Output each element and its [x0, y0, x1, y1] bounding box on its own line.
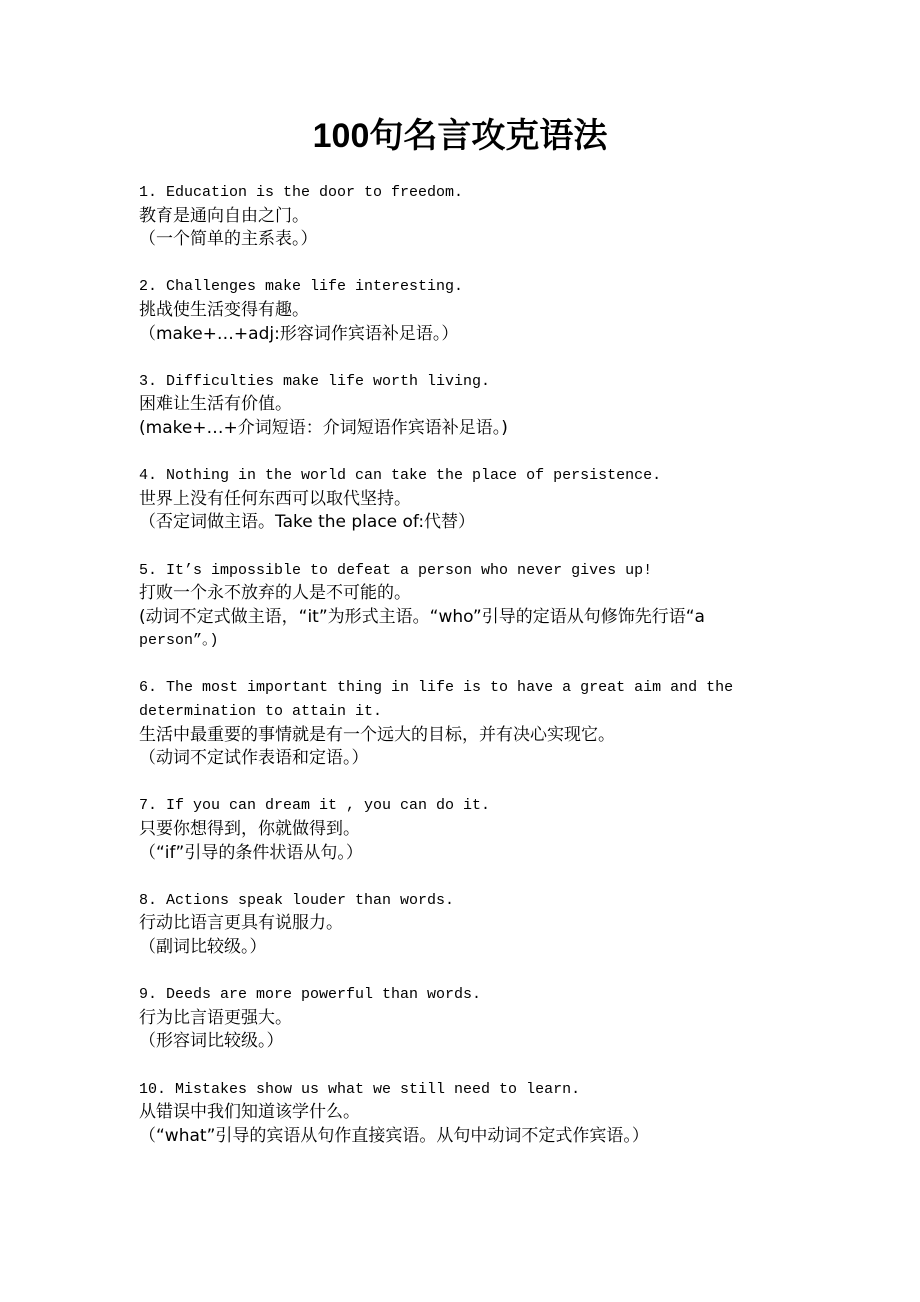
- quote-entry: [139, 464, 799, 535]
- quote-line: 7. If you can dream it , you can do it.: [139, 797, 491, 815]
- quote-line: 生活中最重要的事情就是有一个远大的目标，并有决心实现它。: [139, 724, 615, 745]
- quote-line: 8. Actions speak louder than words.: [139, 891, 455, 909]
- quote-line: 6. The most important thing in life is to have a great aim and the: [139, 679, 734, 697]
- quote-entry: [139, 676, 799, 770]
- quote-entry: [139, 181, 799, 252]
- quote-line: （动词不定试作表语和定语。）: [139, 748, 369, 769]
- quote-line: 5. It’s impossible to defeat a person who never gives up!: [139, 561, 653, 579]
- quote-line: 世界上没有任何东西可以取代坚持。: [139, 488, 411, 509]
- quote-entry: [139, 983, 799, 1054]
- quote-entry: [139, 370, 799, 441]
- quote-entry: [139, 794, 799, 865]
- quote-line: (make+…+介词短语：介词短语作宾语补足语。): [139, 417, 508, 438]
- quote-line: （否定词做主语。Take the place of:代替）: [139, 512, 476, 533]
- quote-entry: [139, 889, 799, 960]
- quote-line: 挑战使生活变得有趣。: [139, 299, 309, 320]
- quote-line: 4. Nothing in the world can take the place of persistence.: [139, 467, 662, 485]
- quote-line: person”。): [139, 632, 219, 650]
- quote-line: 3. Difficulties make life worth living.: [139, 372, 491, 390]
- quote-line: （形容词比较级。）: [139, 1031, 284, 1052]
- quote-line: 困难让生活有价值。: [139, 394, 292, 415]
- document-title: 100句名言攻克语法: [312, 117, 608, 155]
- quote-line: 打败一个永不放弃的人是不可能的。: [139, 583, 411, 604]
- quote-line: 1. Education is the door to freedom.: [139, 184, 464, 201]
- quote-line: 行为比言语更强大。: [139, 1007, 292, 1028]
- quote-line: （“what”引导的宾语从句作直接宾语。从句中动词不定式作宾语。）: [139, 1125, 649, 1146]
- quote-entry: [139, 275, 799, 346]
- quote-list: [139, 181, 799, 1172]
- quote-line: 从错误中我们知道该学什么。: [139, 1102, 360, 1123]
- quote-entry: [139, 1078, 799, 1149]
- quote-line: 9. Deeds are more powerful than words.: [139, 986, 482, 1004]
- quote-line: (动词不定式做主语，“it”为形式主语。“who”引导的定语从句修饰先行语“a: [139, 606, 705, 627]
- quote-line: （make+…+adj:形容词作宾语补足语。）: [139, 323, 459, 344]
- quote-line: （副词比较级。）: [139, 937, 267, 957]
- quote-line: 10. Mistakes show us what we still need to learn.: [139, 1080, 581, 1098]
- quote-line: （一个简单的主系表。）: [139, 229, 318, 250]
- quote-line: 行动比语言更具有说服力。: [139, 913, 343, 934]
- quote-entry: [139, 559, 799, 653]
- quote-line: 教育是通向自由之门。: [139, 205, 309, 226]
- quote-line: 2. Challenges make life interesting.: [139, 278, 464, 296]
- quote-line: （“if”引导的条件状语从句。）: [139, 842, 363, 863]
- quote-line: determination to attain it.: [139, 703, 383, 721]
- quote-line: 只要你想得到，你就做得到。: [139, 819, 360, 840]
